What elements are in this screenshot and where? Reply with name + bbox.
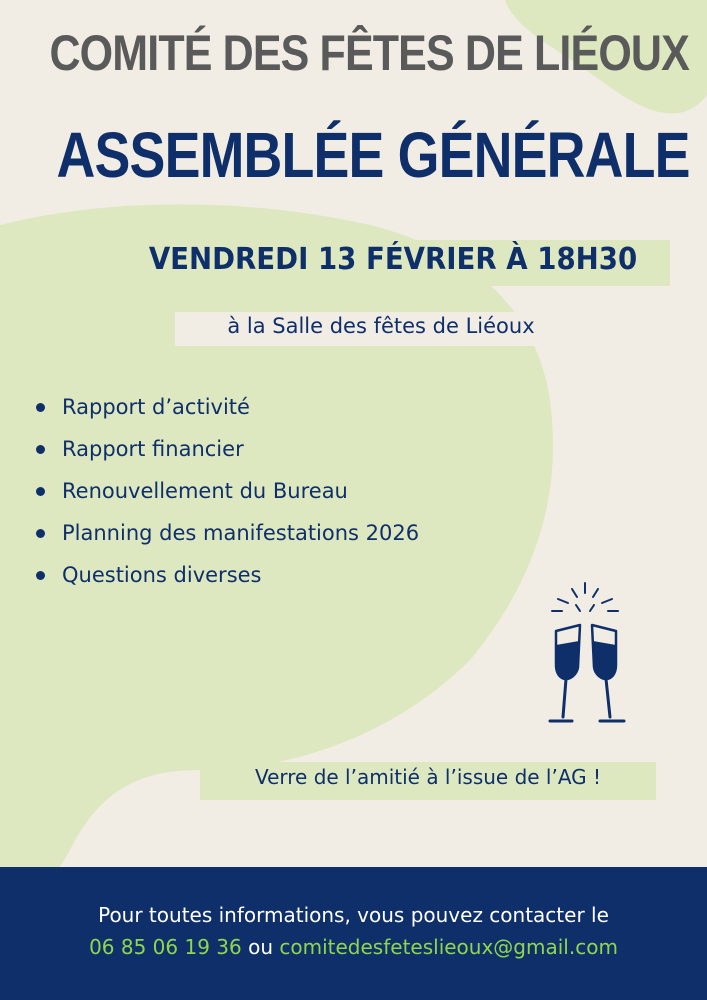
contact-footer [0,867,707,1000]
event-date-time: VENDREDI 13 FÉVRIER À 18H30 [148,242,638,277]
bullet-icon [36,487,45,496]
champagne-glasses-icon [530,575,640,730]
toast-note: Verre de l’amitié à l’issue de l’AG ! [254,765,602,789]
contact-intro: Pour toutes informations, vous pouvez contacter le [98,903,609,927]
bullet-icon [36,529,45,538]
agenda-item [36,470,419,512]
agenda-item [36,386,419,428]
contact-connector: ou [248,935,274,959]
agenda-item-label: Renouvellement du Bureau [62,479,348,503]
bullet-icon [36,403,45,412]
agenda-item-label: Rapport financier [62,437,244,461]
contact-phone[interactable]: 06 85 06 19 36 [89,935,242,959]
agenda-item [36,512,419,554]
agenda-item [36,428,419,470]
agenda-list [36,386,419,596]
bullet-icon [36,571,45,580]
agenda-item-label: Questions diverses [62,563,262,587]
event-venue: à la Salle des fêtes de Liéoux [227,314,535,338]
agenda-item [36,554,419,596]
contact-email[interactable]: comitedesfeteslieoux@gmail.com [279,935,618,959]
contact-details [0,935,707,959]
bullet-icon [36,445,45,454]
agenda-item-label: Planning des manifestations 2026 [62,521,420,545]
event-title: ASSEMBLÉE GÉNÉRALE [56,119,690,191]
organization-title: COMITÉ DES FÊTES DE LIÉOUX [49,25,689,81]
agenda-item-label: Rapport d’activité [62,395,250,419]
